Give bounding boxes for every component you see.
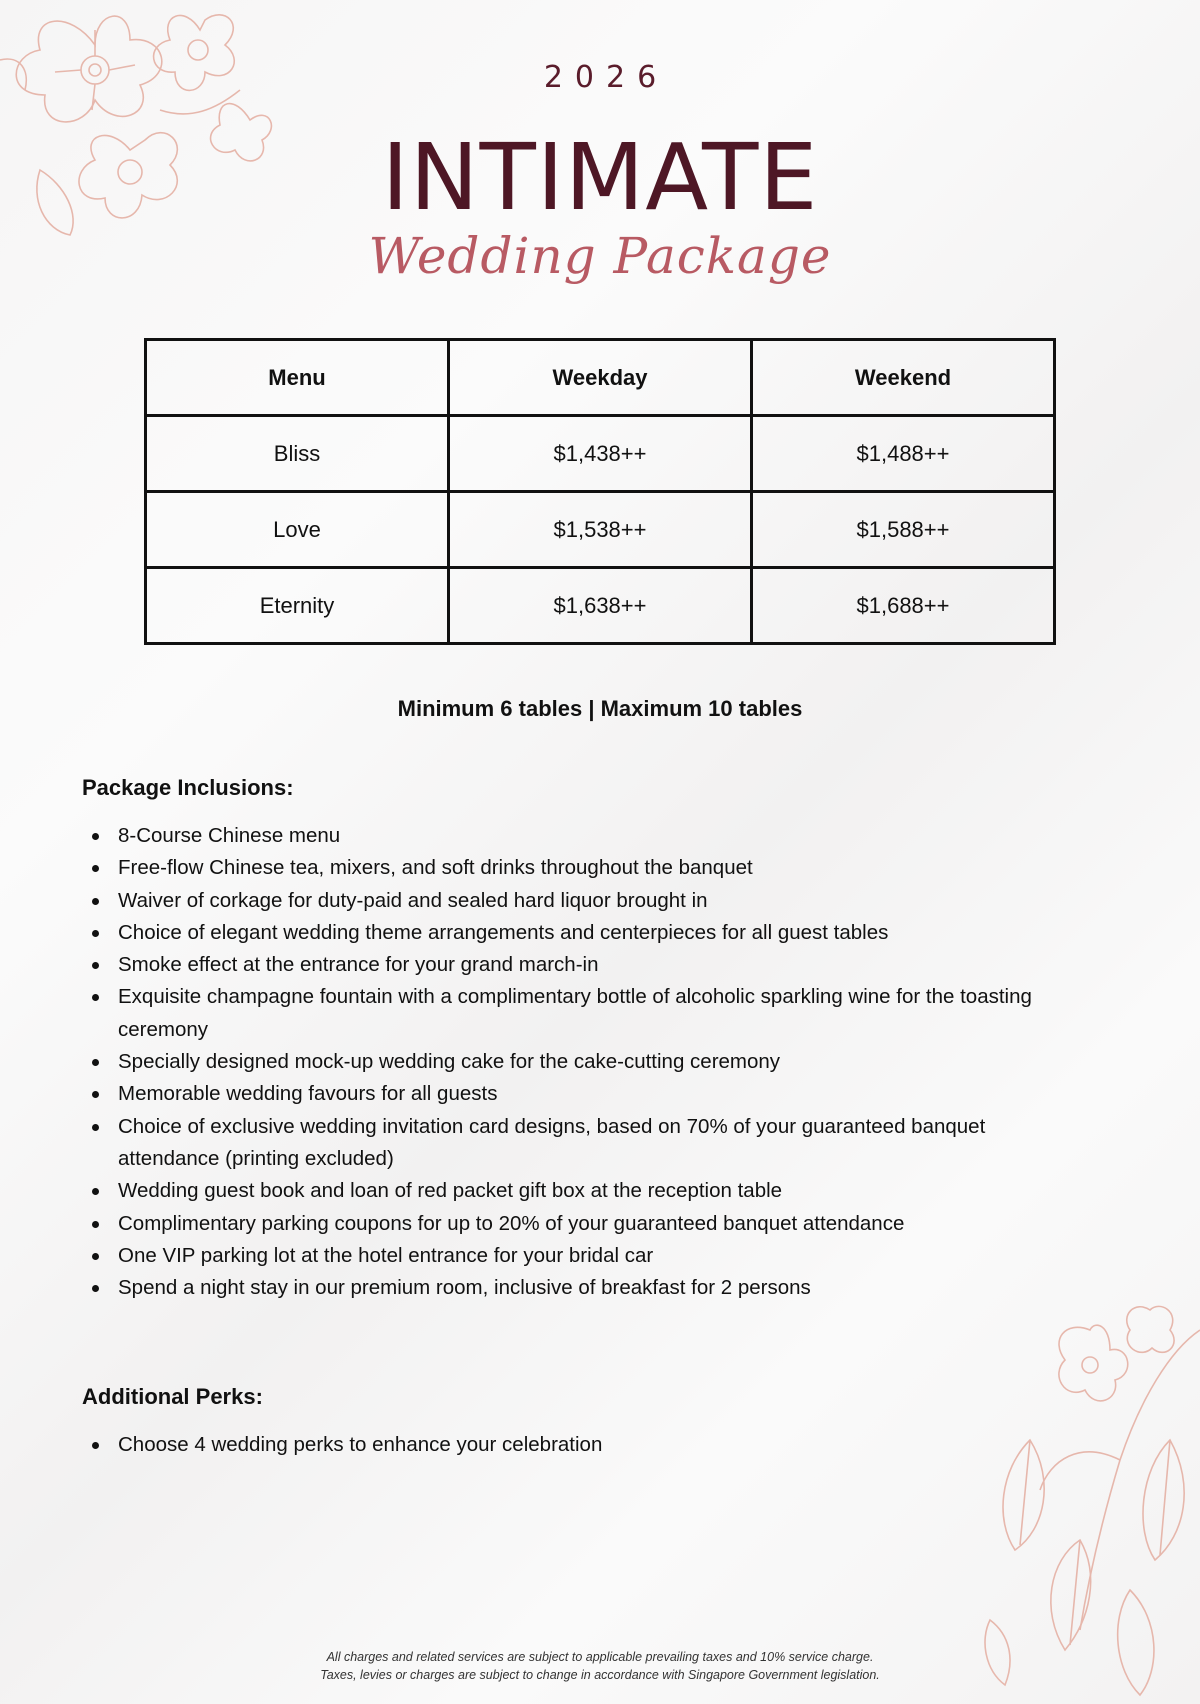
perks-list (82, 1429, 1042, 1461)
list-item: Spend a night stay in our premium room, inclusive of breakfast for 2 persons (82, 1272, 1042, 1304)
list-item: Choice of exclusive wedding invitation card designs, based on 70% of your guaranteed banquet attendance (printing excluded) (82, 1111, 1042, 1176)
tables-note: Minimum 6 tables | Maximum 10 tables (397, 696, 803, 721)
column-header-weekday: Weekday (449, 340, 752, 416)
list-item: Choose 4 wedding perks to enhance your celebration (82, 1429, 1042, 1461)
list-item: Wedding guest book and loan of red packet gift box at the reception table (82, 1175, 1042, 1207)
list-item: Complimentary parking coupons for up to 20% of your guaranteed banquet attendance (82, 1208, 1042, 1240)
inclusions-heading: Package Inclusions: (82, 775, 294, 800)
list-item: Exquisite champagne fountain with a complimentary bottle of alcoholic sparkling wine for the toasting ceremony (82, 981, 1042, 1046)
perks-heading: Additional Perks: (82, 1384, 263, 1409)
pricing-table (144, 338, 1056, 645)
list-item: Memorable wedding favours for all guests (82, 1078, 1042, 1110)
footer-disclaimer (0, 1648, 1200, 1684)
page-subtitle: Wedding Package (368, 227, 832, 285)
floral-illustration-bottom-right (970, 1290, 1200, 1704)
table-row (146, 568, 1055, 644)
menu-name-cell: Bliss (146, 416, 449, 492)
menu-name-cell: Love (146, 492, 449, 568)
list-item: Choice of elegant wedding theme arrangements and centerpieces for all guest tables (82, 917, 1042, 949)
year-label: 2026 (543, 60, 669, 95)
weekend-price-cell: $1,488++ (752, 416, 1055, 492)
column-header-menu: Menu (146, 340, 449, 416)
inclusions-list (82, 820, 1042, 1304)
footer-line: All charges and related services are subject to applicable prevailing taxes and 10% service charge. (326, 1650, 874, 1664)
list-item: Smoke effect at the entrance for your grand march-in (82, 949, 1042, 981)
table-row (146, 416, 1055, 492)
weekday-price-cell: $1,638++ (449, 568, 752, 644)
list-item: Waiver of corkage for duty-paid and sealed hard liquor brought in (82, 885, 1042, 917)
weekend-price-cell: $1,688++ (752, 568, 1055, 644)
page-title: INTIMATE (381, 124, 819, 231)
list-item: 8-Course Chinese menu (82, 820, 1042, 852)
weekend-price-cell: $1,588++ (752, 492, 1055, 568)
menu-name-cell: Eternity (146, 568, 449, 644)
list-item: Free-flow Chinese tea, mixers, and soft drinks throughout the banquet (82, 852, 1042, 884)
list-item: One VIP parking lot at the hotel entrance for your bridal car (82, 1240, 1042, 1272)
weekday-price-cell: $1,538++ (449, 492, 752, 568)
list-item: Specially designed mock-up wedding cake for the cake-cutting ceremony (82, 1046, 1042, 1078)
table-header-row (146, 340, 1055, 416)
column-header-weekend: Weekend (752, 340, 1055, 416)
table-row (146, 492, 1055, 568)
footer-line: Taxes, levies or charges are subject to change in accordance with Singapore Government legislation. (320, 1668, 880, 1682)
weekday-price-cell: $1,438++ (449, 416, 752, 492)
